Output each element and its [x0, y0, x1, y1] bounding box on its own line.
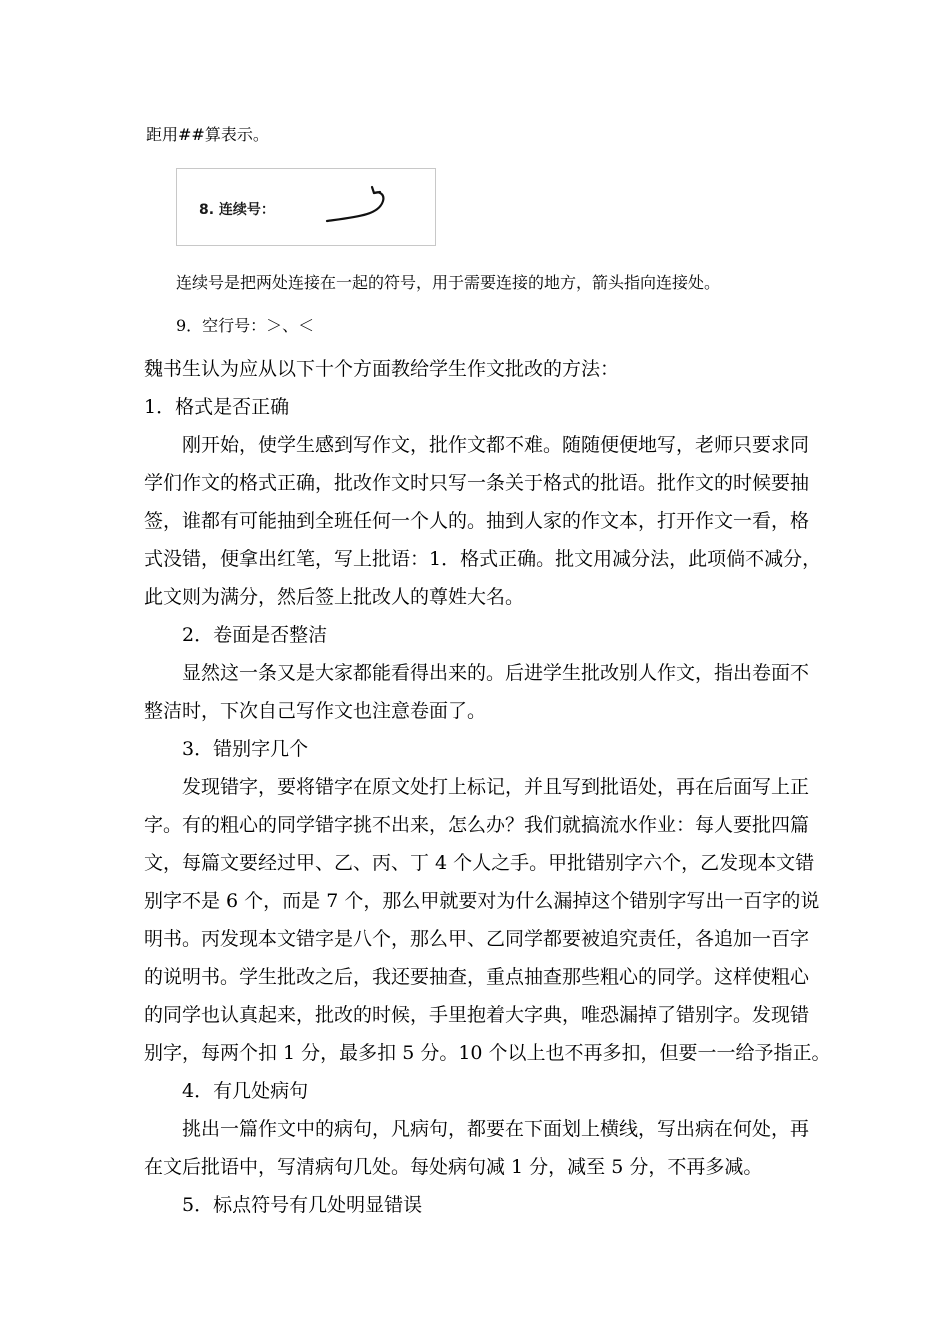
section-heading: 4．有几处病句 [182, 1080, 309, 1102]
text-line: 此文则为满分，然后签上批改人的尊姓大名。 [144, 586, 525, 608]
text-line: 式没错，便拿出红笔，写上批语：1．格式正确。批文用减分法，此项倘不减分， [144, 548, 822, 570]
figure-label: 8. 连续号： [199, 202, 275, 218]
text-line: 明书。丙发现本文错字是八个，那么甲、乙同学都要被追究责任，各追加一百字 [144, 928, 810, 950]
text-line: 的说明书。学生批改之后，我还要抽查，重点抽查那些粗心的同学。这样使粗心 [144, 966, 810, 988]
text-line: 距用##算表示。 [146, 125, 269, 144]
text-line: 的同学也认真起来，批改的时候，手里抱着大字典，唯恐漏掉了错别字。发现错 [144, 1004, 810, 1026]
text-line: 魏书生认为应从以下十个方面教给学生作文批改的方法： [144, 358, 620, 380]
text-line: 字。有的粗心的同学错字挑不出来，怎么办？我们就搞流水作业：每人要批四篇 [144, 814, 810, 836]
connection-mark-figure [176, 168, 436, 246]
text-line: 发现错字，要将错字在原文处打上标记，并且写到批语处，再在后面写上正 [182, 776, 810, 798]
section-heading: 2．卷面是否整洁 [182, 624, 328, 646]
text-line: 刚开始，使学生感到写作文，批作文都不难。随随便便地写，老师只要求同 [182, 434, 810, 456]
text-line: 签，谁都有可能抽到全班任何一个人的。抽到人家的作文本，打开作文一看，格 [144, 510, 810, 532]
text-line: 挑出一篇作文中的病句，凡病句，都要在下面划上横线，写出病在何处，再 [182, 1118, 810, 1140]
text-line: 显然这一条又是大家都能看得出来的。后进学生批改别人作文，指出卷面不 [182, 662, 810, 684]
text-line: 别字不是 6 个，而是 7 个，那么甲就要对为什么漏掉这个错别字写出一百字的说 [144, 890, 820, 912]
text-line: 在文后批语中，写清病句几处。每处病句减 1 分，减至 5 分，不再多减。 [144, 1156, 763, 1178]
text-line: 别字，每两个扣 1 分，最多扣 5 分。10 个以上也不再多扣，但要一一给予指正。 [144, 1042, 831, 1064]
text-line: 学们作文的格式正确，批改作文时只写一条关于格式的批语。批作文的时候要抽 [144, 472, 810, 494]
text-line: 连续号是把两处连接在一起的符号，用于需要连接的地方，箭头指向连接处。 [176, 273, 721, 292]
section-heading: 5．标点符号有几处明显错误 [182, 1194, 423, 1216]
text-line: 整洁时，下次自己写作文也注意卷面了。 [144, 700, 487, 722]
curved-arrow-icon [317, 181, 427, 231]
section-heading: 3．错别字几个 [182, 738, 309, 760]
text-line: 文，每篇文要经过甲、乙、丙、丁 4 个人之手。甲批错别字六个，乙发现本文错 [144, 852, 815, 874]
section-heading: 1．格式是否正确 [144, 396, 290, 418]
text-line: 9．空行号：＞、＜ [176, 316, 315, 335]
